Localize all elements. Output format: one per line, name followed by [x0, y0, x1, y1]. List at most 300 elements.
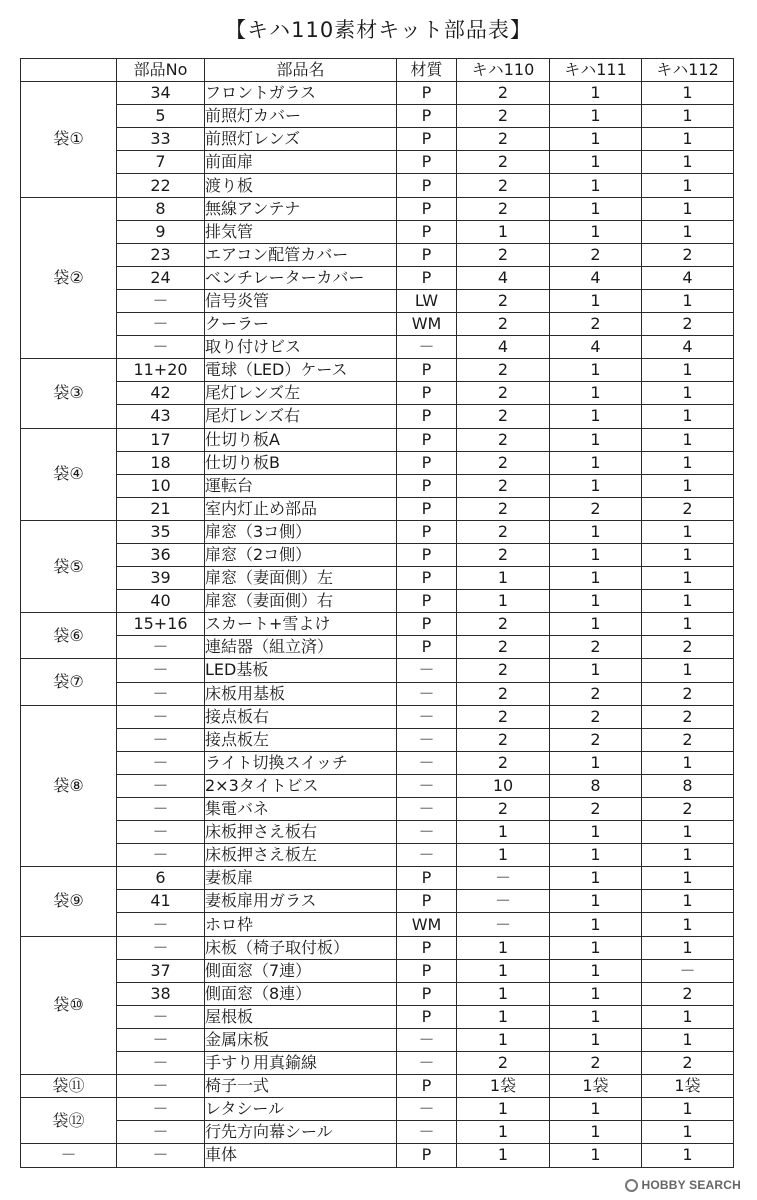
qty-kiha112-cell: 1	[642, 451, 734, 474]
qty-kiha112-cell: 1	[642, 590, 734, 613]
table-row	[21, 243, 734, 266]
qty-kiha111-cell: 1	[550, 1028, 642, 1051]
qty-kiha110-cell: 2	[457, 128, 550, 151]
part-name-cell: 椅子一式	[205, 1075, 397, 1098]
part-no-cell: 36	[117, 543, 205, 566]
part-name-cell: 扉窓（2コ側）	[205, 543, 397, 566]
part-no-cell: －	[117, 289, 205, 312]
part-no-cell: －	[117, 798, 205, 821]
table-row	[21, 682, 734, 705]
bag-cell: 袋⑫	[21, 1098, 117, 1144]
material-cell: P	[397, 428, 457, 451]
part-no-cell: 17	[117, 428, 205, 451]
qty-kiha112-cell: 1	[642, 844, 734, 867]
qty-kiha112-cell: －	[642, 959, 734, 982]
qty-kiha110-cell: 2	[457, 82, 550, 105]
qty-kiha111-cell: 2	[550, 682, 642, 705]
part-name-cell: フロントガラス	[205, 82, 397, 105]
table-row	[21, 821, 734, 844]
part-no-cell: 43	[117, 405, 205, 428]
qty-kiha110-cell: 2	[457, 520, 550, 543]
qty-kiha111-cell: 2	[550, 705, 642, 728]
part-name-cell: スカート+雪よけ	[205, 613, 397, 636]
part-no-cell: －	[117, 1098, 205, 1121]
qty-kiha110-cell: 2	[457, 543, 550, 566]
material-cell: P	[397, 266, 457, 289]
part-no-cell: －	[117, 1028, 205, 1051]
part-name-cell: 手すり用真鍮線	[205, 1052, 397, 1075]
part-no-cell: －	[117, 751, 205, 774]
part-no-cell: 37	[117, 959, 205, 982]
part-name-cell: 取り付けビス	[205, 336, 397, 359]
part-no-cell: －	[117, 636, 205, 659]
part-no-cell: 23	[117, 243, 205, 266]
table-row	[21, 105, 734, 128]
part-no-cell: －	[117, 821, 205, 844]
table-row	[21, 336, 734, 359]
material-cell: －	[397, 1098, 457, 1121]
material-cell: P	[397, 936, 457, 959]
material-cell: P	[397, 520, 457, 543]
bag-cell: 袋⑥	[21, 613, 117, 659]
qty-kiha112-cell: 1	[642, 428, 734, 451]
material-cell: P	[397, 590, 457, 613]
qty-kiha110-cell: 1	[457, 844, 550, 867]
table-row	[21, 705, 734, 728]
qty-kiha110-cell: 2	[457, 151, 550, 174]
part-no-cell: 5	[117, 105, 205, 128]
material-cell: －	[397, 821, 457, 844]
qty-kiha110-cell: 2	[457, 751, 550, 774]
qty-kiha110-cell: 1	[457, 936, 550, 959]
qty-kiha110-cell: 2	[457, 659, 550, 682]
table-row	[21, 289, 734, 312]
qty-kiha111-cell: 2	[550, 243, 642, 266]
qty-kiha110-cell: 2	[457, 613, 550, 636]
part-no-cell: 39	[117, 567, 205, 590]
part-no-cell: 41	[117, 890, 205, 913]
table-row	[21, 890, 734, 913]
part-name-cell: 車体	[205, 1144, 397, 1167]
qty-kiha112-cell: 1	[642, 543, 734, 566]
qty-kiha112-cell: 1	[642, 82, 734, 105]
part-no-cell: －	[117, 1005, 205, 1028]
material-cell: P	[397, 567, 457, 590]
part-no-cell: 24	[117, 266, 205, 289]
part-no-cell: 7	[117, 151, 205, 174]
part-name-cell: 金属床板	[205, 1028, 397, 1051]
qty-kiha110-cell: 2	[457, 382, 550, 405]
table-row	[21, 1144, 734, 1167]
part-name-cell: 側面窓（7連）	[205, 959, 397, 982]
part-no-cell: 40	[117, 590, 205, 613]
qty-kiha112-cell: 1	[642, 567, 734, 590]
material-cell: P	[397, 105, 457, 128]
material-cell: －	[397, 1052, 457, 1075]
part-name-cell: 電球（LED）ケース	[205, 359, 397, 382]
qty-kiha111-cell: 1	[550, 613, 642, 636]
header-kiha112: キハ112	[642, 59, 734, 82]
watermark	[625, 1178, 741, 1192]
table-row	[21, 1121, 734, 1144]
table-row	[21, 197, 734, 220]
qty-kiha112-cell: 1	[642, 821, 734, 844]
material-cell: P	[397, 497, 457, 520]
part-no-cell: －	[117, 844, 205, 867]
bag-cell: 袋⑨	[21, 867, 117, 936]
part-no-cell: 21	[117, 497, 205, 520]
qty-kiha111-cell: 1	[550, 936, 642, 959]
bag-cell: 袋⑤	[21, 520, 117, 612]
qty-kiha112-cell: 2	[642, 1052, 734, 1075]
qty-kiha112-cell: 2	[642, 313, 734, 336]
material-cell: －	[397, 751, 457, 774]
part-no-cell: －	[117, 1121, 205, 1144]
part-no-cell: －	[117, 336, 205, 359]
bag-cell: 袋⑩	[21, 936, 117, 1075]
part-name-cell: 行先方向幕シール	[205, 1121, 397, 1144]
table-row	[21, 405, 734, 428]
table-row	[21, 913, 734, 936]
header-part-name: 部品名	[205, 59, 397, 82]
material-cell: P	[397, 636, 457, 659]
qty-kiha111-cell: 1	[550, 1005, 642, 1028]
table-row	[21, 774, 734, 797]
qty-kiha111-cell: 1	[550, 220, 642, 243]
part-name-cell: 屋根板	[205, 1005, 397, 1028]
part-name-cell: エアコン配管カバー	[205, 243, 397, 266]
qty-kiha111-cell: 4	[550, 336, 642, 359]
qty-kiha110-cell: 4	[457, 266, 550, 289]
bag-cell: 袋①	[21, 82, 117, 197]
bag-cell: －	[21, 1144, 117, 1167]
qty-kiha110-cell: 10	[457, 774, 550, 797]
qty-kiha112-cell: 4	[642, 266, 734, 289]
qty-kiha112-cell: 2	[642, 497, 734, 520]
qty-kiha111-cell: 1	[550, 867, 642, 890]
qty-kiha110-cell: 2	[457, 105, 550, 128]
material-cell: P	[397, 959, 457, 982]
material-cell: P	[397, 1144, 457, 1167]
material-cell: P	[397, 151, 457, 174]
qty-kiha112-cell: 1	[642, 913, 734, 936]
qty-kiha110-cell: 4	[457, 336, 550, 359]
qty-kiha112-cell: 1	[642, 220, 734, 243]
qty-kiha110-cell: 2	[457, 798, 550, 821]
material-cell: P	[397, 197, 457, 220]
part-no-cell: －	[117, 774, 205, 797]
qty-kiha110-cell: 1	[457, 821, 550, 844]
qty-kiha112-cell: 1	[642, 520, 734, 543]
part-no-cell: 22	[117, 174, 205, 197]
part-no-cell: 34	[117, 82, 205, 105]
bag-cell: 袋②	[21, 197, 117, 359]
qty-kiha111-cell: 1	[550, 428, 642, 451]
part-no-cell: 42	[117, 382, 205, 405]
qty-kiha110-cell: 2	[457, 428, 550, 451]
qty-kiha112-cell: 2	[642, 982, 734, 1005]
part-name-cell: 接点板右	[205, 705, 397, 728]
header-bag	[21, 59, 117, 82]
header-part-no: 部品No	[117, 59, 205, 82]
watermark-text: HOBBY SEARCH	[641, 1178, 741, 1192]
qty-kiha110-cell: 1	[457, 1121, 550, 1144]
part-name-cell: 妻板扉	[205, 867, 397, 890]
qty-kiha110-cell: 2	[457, 313, 550, 336]
material-cell: P	[397, 128, 457, 151]
qty-kiha110-cell: 2	[457, 405, 550, 428]
qty-kiha111-cell: 1	[550, 151, 642, 174]
part-name-cell: 扉窓（妻面側）左	[205, 567, 397, 590]
material-cell: P	[397, 867, 457, 890]
qty-kiha110-cell: 2	[457, 636, 550, 659]
qty-kiha110-cell: 2	[457, 359, 550, 382]
table-row	[21, 82, 734, 105]
qty-kiha111-cell: 1	[550, 659, 642, 682]
qty-kiha110-cell: 2	[457, 197, 550, 220]
material-cell: P	[397, 451, 457, 474]
part-no-cell: 8	[117, 197, 205, 220]
part-name-cell: 集電バネ	[205, 798, 397, 821]
part-name-cell: 扉窓（妻面側）右	[205, 590, 397, 613]
part-no-cell: －	[117, 936, 205, 959]
table-row	[21, 451, 734, 474]
qty-kiha112-cell: 1袋	[642, 1075, 734, 1098]
part-name-cell: 前照灯レンズ	[205, 128, 397, 151]
qty-kiha110-cell: 2	[457, 682, 550, 705]
table-row	[21, 636, 734, 659]
qty-kiha111-cell: 1	[550, 751, 642, 774]
qty-kiha111-cell: 2	[550, 728, 642, 751]
table-row	[21, 266, 734, 289]
part-no-cell: －	[117, 313, 205, 336]
part-no-cell: 33	[117, 128, 205, 151]
part-no-cell: 11+20	[117, 359, 205, 382]
material-cell: P	[397, 359, 457, 382]
bag-cell: 袋⑪	[21, 1075, 117, 1098]
material-cell: －	[397, 1121, 457, 1144]
table-row	[21, 543, 734, 566]
qty-kiha112-cell: 1	[642, 405, 734, 428]
table-row	[21, 1075, 734, 1098]
qty-kiha112-cell: 1	[642, 1005, 734, 1028]
material-cell: P	[397, 405, 457, 428]
material-cell: －	[397, 659, 457, 682]
material-cell: P	[397, 82, 457, 105]
qty-kiha110-cell: －	[457, 867, 550, 890]
qty-kiha110-cell: 2	[457, 243, 550, 266]
table-row	[21, 659, 734, 682]
qty-kiha111-cell: 1	[550, 1098, 642, 1121]
part-name-cell: 前面扉	[205, 151, 397, 174]
part-no-cell: －	[117, 1075, 205, 1098]
material-cell: WM	[397, 913, 457, 936]
part-no-cell: －	[117, 682, 205, 705]
material-cell: P	[397, 243, 457, 266]
qty-kiha112-cell: 1	[642, 128, 734, 151]
qty-kiha111-cell: 1	[550, 128, 642, 151]
table-row	[21, 474, 734, 497]
qty-kiha112-cell: 1	[642, 1028, 734, 1051]
table-row	[21, 567, 734, 590]
part-name-cell: 接点板左	[205, 728, 397, 751]
qty-kiha112-cell: 1	[642, 174, 734, 197]
header-kiha110: キハ110	[457, 59, 550, 82]
qty-kiha112-cell: 1	[642, 105, 734, 128]
page-title: 【キハ110素材キット部品表】	[225, 18, 532, 42]
material-cell: P	[397, 220, 457, 243]
qty-kiha112-cell: 1	[642, 867, 734, 890]
part-name-cell: 無線アンテナ	[205, 197, 397, 220]
material-cell: P	[397, 174, 457, 197]
part-name-cell: LED基板	[205, 659, 397, 682]
qty-kiha111-cell: 4	[550, 266, 642, 289]
qty-kiha110-cell: 1	[457, 590, 550, 613]
qty-kiha112-cell: 4	[642, 336, 734, 359]
qty-kiha111-cell: 1	[550, 1121, 642, 1144]
material-cell: －	[397, 1028, 457, 1051]
qty-kiha110-cell: 1	[457, 220, 550, 243]
table-row	[21, 497, 734, 520]
part-name-cell: 2×3タイトビス	[205, 774, 397, 797]
qty-kiha112-cell: 2	[642, 705, 734, 728]
material-cell: －	[397, 774, 457, 797]
bag-cell: 袋⑦	[21, 659, 117, 705]
part-no-cell: －	[117, 728, 205, 751]
table-row	[21, 751, 734, 774]
table-row	[21, 174, 734, 197]
part-name-cell: 渡り板	[205, 174, 397, 197]
qty-kiha111-cell: 1	[550, 959, 642, 982]
material-cell: P	[397, 982, 457, 1005]
bag-cell: 袋④	[21, 428, 117, 520]
qty-kiha111-cell: 1	[550, 844, 642, 867]
qty-kiha112-cell: 2	[642, 682, 734, 705]
part-no-cell: 35	[117, 520, 205, 543]
header-material: 材質	[397, 59, 457, 82]
qty-kiha111-cell: 8	[550, 774, 642, 797]
qty-kiha112-cell: 1	[642, 1121, 734, 1144]
qty-kiha111-cell: 1	[550, 197, 642, 220]
parts-table-body	[21, 82, 734, 1167]
qty-kiha111-cell: 1	[550, 543, 642, 566]
qty-kiha112-cell: 1	[642, 197, 734, 220]
part-no-cell: －	[117, 659, 205, 682]
part-name-cell: 連結器（組立済）	[205, 636, 397, 659]
part-name-cell: 前照灯カバー	[205, 105, 397, 128]
qty-kiha111-cell: 1	[550, 359, 642, 382]
material-cell: WM	[397, 313, 457, 336]
qty-kiha112-cell: 1	[642, 659, 734, 682]
qty-kiha112-cell: 1	[642, 151, 734, 174]
material-cell: －	[397, 728, 457, 751]
table-row	[21, 359, 734, 382]
part-name-cell: 床板押さえ板左	[205, 844, 397, 867]
qty-kiha111-cell: 1	[550, 1144, 642, 1167]
part-name-cell: 床板押さえ板右	[205, 821, 397, 844]
table-row	[21, 1028, 734, 1051]
qty-kiha110-cell: 1	[457, 1144, 550, 1167]
part-no-cell: 15+16	[117, 613, 205, 636]
part-name-cell: ベンチレーターカバー	[205, 266, 397, 289]
qty-kiha110-cell: 1	[457, 1028, 550, 1051]
part-name-cell: 仕切り板B	[205, 451, 397, 474]
qty-kiha110-cell: 2	[457, 174, 550, 197]
table-row	[21, 313, 734, 336]
bag-cell: 袋⑧	[21, 705, 117, 867]
part-name-cell: 尾灯レンズ右	[205, 405, 397, 428]
part-no-cell: －	[117, 705, 205, 728]
hobby-search-logo-icon	[625, 1179, 638, 1192]
qty-kiha110-cell: 2	[457, 705, 550, 728]
qty-kiha110-cell: 2	[457, 474, 550, 497]
part-name-cell: 信号炎管	[205, 289, 397, 312]
qty-kiha112-cell: 2	[642, 243, 734, 266]
qty-kiha110-cell: 2	[457, 1052, 550, 1075]
part-name-cell: 室内灯止め部品	[205, 497, 397, 520]
qty-kiha110-cell: 2	[457, 451, 550, 474]
part-name-cell: レタシール	[205, 1098, 397, 1121]
qty-kiha111-cell: 2	[550, 798, 642, 821]
part-no-cell: 6	[117, 867, 205, 890]
qty-kiha111-cell: 1	[550, 567, 642, 590]
qty-kiha110-cell: 1	[457, 959, 550, 982]
table-row	[21, 128, 734, 151]
qty-kiha111-cell: 2	[550, 313, 642, 336]
qty-kiha112-cell: 1	[642, 890, 734, 913]
qty-kiha110-cell: －	[457, 890, 550, 913]
qty-kiha110-cell: 1	[457, 567, 550, 590]
part-no-cell: －	[117, 913, 205, 936]
material-cell: P	[397, 890, 457, 913]
qty-kiha112-cell: 1	[642, 936, 734, 959]
table-row	[21, 428, 734, 451]
qty-kiha112-cell: 1	[642, 1144, 734, 1167]
material-cell: P	[397, 543, 457, 566]
parts-table	[20, 58, 734, 1168]
qty-kiha112-cell: 1	[642, 751, 734, 774]
qty-kiha111-cell: 1	[550, 82, 642, 105]
table-row	[21, 798, 734, 821]
part-no-cell: 18	[117, 451, 205, 474]
qty-kiha111-cell: 1	[550, 590, 642, 613]
table-row	[21, 382, 734, 405]
bag-cell: 袋③	[21, 359, 117, 428]
qty-kiha111-cell: 1	[550, 405, 642, 428]
qty-kiha111-cell: 2	[550, 636, 642, 659]
material-cell: －	[397, 336, 457, 359]
qty-kiha112-cell: 1	[642, 289, 734, 312]
qty-kiha111-cell: 1	[550, 105, 642, 128]
part-name-cell: 床板（椅子取付板）	[205, 936, 397, 959]
material-cell: P	[397, 474, 457, 497]
part-name-cell: 側面窓（8連）	[205, 982, 397, 1005]
qty-kiha111-cell: 2	[550, 497, 642, 520]
part-name-cell: 床板用基板	[205, 682, 397, 705]
table-row	[21, 1098, 734, 1121]
part-name-cell: 運転台	[205, 474, 397, 497]
table-row	[21, 613, 734, 636]
table-row	[21, 520, 734, 543]
part-name-cell: 仕切り板A	[205, 428, 397, 451]
part-no-cell: 10	[117, 474, 205, 497]
part-name-cell: ホロ枠	[205, 913, 397, 936]
material-cell: P	[397, 1075, 457, 1098]
qty-kiha110-cell: 2	[457, 728, 550, 751]
table-row	[21, 867, 734, 890]
qty-kiha112-cell: 1	[642, 1098, 734, 1121]
material-cell: －	[397, 844, 457, 867]
